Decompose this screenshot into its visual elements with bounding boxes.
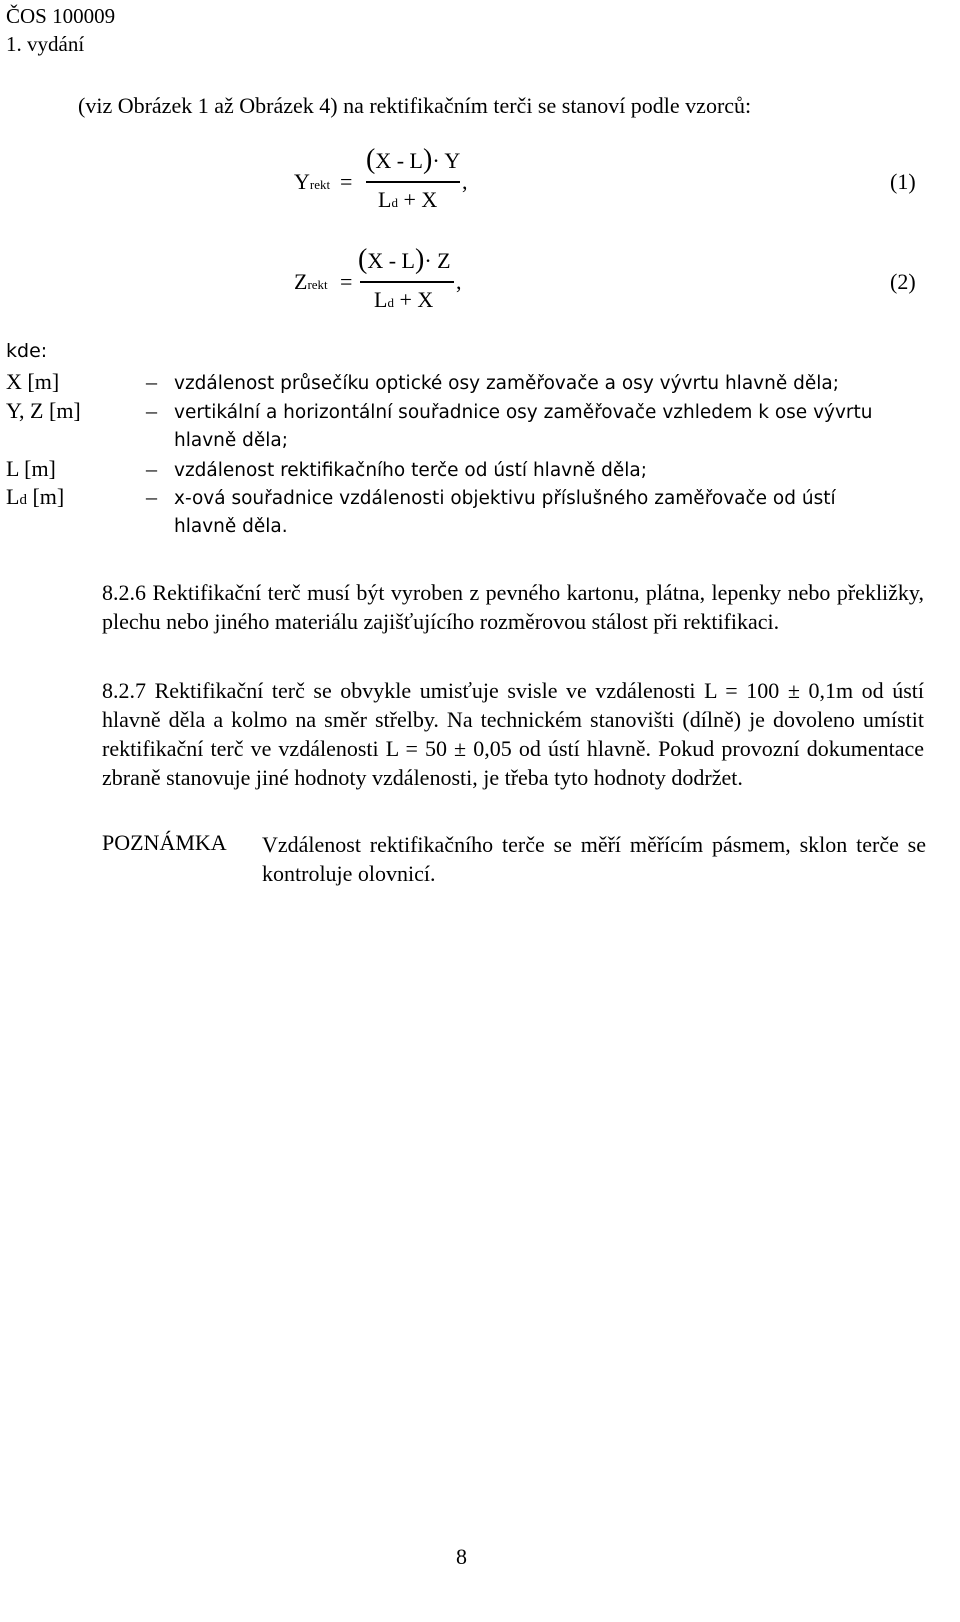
variable-dash: – — [146, 398, 157, 423]
formula-1-lhs: Yrekt — [294, 169, 331, 194]
formula-2-lhs: Zrekt — [294, 269, 328, 294]
document-header — [6, 2, 115, 58]
standard-id: ČOS 100009 — [6, 4, 116, 28]
formula-1-numerator: (X - L)· Y — [366, 144, 461, 175]
variable-description: x-ová souřadnice vzdálenosti objektivu příslušného zaměřovače od ústí hlavně děla. — [174, 488, 836, 537]
formula-2-numerator: (X - L)· Z — [358, 244, 451, 275]
formula-2-denominator: Ld + X — [374, 287, 434, 312]
formula-1-equals: = — [340, 169, 353, 194]
paragraph-text: Rektifikační terč se obvykle umisťuje svisle ve vzdálenosti L = 100 ± 0,1m od ústí hlavně děla a kolmo na směr střelby. Na technickém stanovišti (dílně) je dovoleno umístit rektifikační terč ve vzdálenosti L = 50 ± 0,05 od ústí hlavně. Pokud provozní dokumentace zbraně stanovuje jiné hodnoty vzdálenosti, je třeba tyto hodnoty dodržet. — [102, 678, 924, 790]
formula-2-equals: = — [340, 269, 353, 294]
note-text: Vzdálenost rektifikačního terče se měří měřícím pásmem, sklon terče se kontroluje olovnicí. — [262, 832, 926, 886]
variable-symbol: X [m] — [6, 369, 60, 394]
variable-symbol: L [m] — [6, 456, 56, 481]
paragraph-number: 8.2.7 — [102, 678, 146, 703]
where-label: kde: — [6, 340, 48, 362]
paragraph-text: Rektifikační terč musí být vyroben z pevného kartonu, plátna, lepenky nebo překližky, plechu nebo jiného materiálu zajišťujícího rozměrovou stálost při rektifikaci. — [102, 580, 925, 634]
intro-text: (viz Obrázek 1 až Obrázek 4) na rektifikačním terči se stanoví podle vzorců: — [78, 93, 752, 118]
note-label: POZNÁMKA — [102, 830, 227, 855]
variable-dash: – — [146, 484, 157, 509]
variable-dash: – — [146, 369, 157, 394]
variable-description: vzdálenost rektifikačního terče od ústí hlavně děla; — [174, 460, 647, 481]
formula-1-number: (1) — [890, 169, 916, 194]
paragraph-8-2-7 — [102, 676, 924, 792]
variable-symbol: Ld [m] — [6, 484, 65, 509]
variable-symbol: Y, Z [m] — [6, 398, 81, 423]
page-number: 8 — [456, 1544, 467, 1569]
formula-1-denominator: Ld + X — [378, 187, 438, 212]
edition: 1. vydání — [6, 32, 85, 56]
formula-2-number: (2) — [890, 269, 916, 294]
formula-2-fraction-bar — [360, 281, 454, 283]
paragraph-8-2-6 — [102, 578, 924, 636]
variable-dash: – — [146, 456, 157, 481]
formula-2-comma: , — [456, 269, 462, 294]
variable-description: vzdálenost průsečíku optické osy zaměřovače a osy vývrtu hlavně děla; — [174, 373, 839, 394]
paragraph-number: 8.2.6 — [102, 580, 146, 605]
variable-description: vertikální a horizontální souřadnice osy zaměřovače vzhledem k ose vývrtu hlavně děla; — [174, 402, 873, 451]
formula-1-comma: , — [462, 169, 468, 194]
formula-1-fraction-bar — [366, 181, 460, 183]
